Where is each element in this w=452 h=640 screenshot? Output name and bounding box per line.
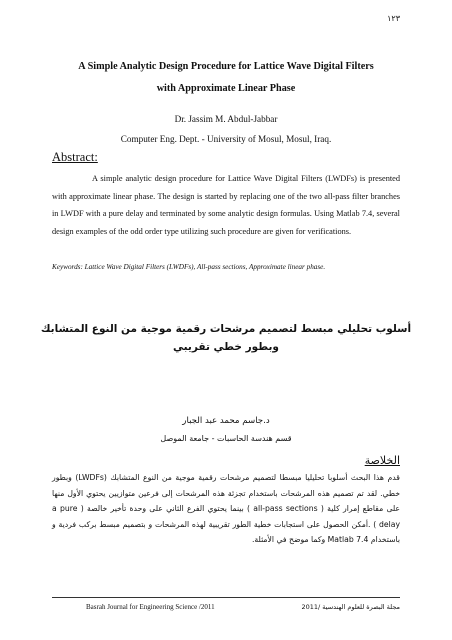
title-line-2: with Approximate Linear Phase	[156, 83, 296, 94]
author-name: Dr. Jassim M. Abdul-Jabbar	[174, 114, 278, 124]
arabic-title-line-1: أسلوب تحليلي مبسط لتصميم مرشحات رقمية موجية من النوع المتشابك	[40, 323, 412, 335]
page-number: ١٢٣	[387, 14, 400, 23]
title-line-1: A Simple Analytic Design Procedure for Lattice Wave Digital Filters	[78, 61, 374, 72]
arabic-affiliation: قسم هندسة الحاسبات - جامعة الموصل	[160, 434, 292, 443]
author-affiliation: Computer Eng. Dept. - University of Mosul, Mosul, Iraq.	[120, 134, 332, 144]
arabic-author-name: د.جاسم محمد عبد الجبار	[182, 416, 270, 426]
abstract-heading: Abstract:	[52, 150, 98, 164]
keywords: Keywords: Lattice Wave Digital Filters (LWDFs), All-pass sections, Approximate linear phase.	[52, 263, 326, 271]
footer-journal-english: Basrah Journal for Engineering Science /2011	[86, 603, 215, 611]
arabic-abstract-text: قدم هذا البحث أسلوبا تحليليا مبسطا لتصميم مرشحات رقمية موجية من النوع المتشابك (LWDFs) وبطور خطي. لقد تم تصميم هذه المرشحات باستخدام تجزئة هذه المرشحات إلى فرعين متوازيين يحتوي الأول منها على مقاطع إمرار كلية ( all-pass sections ) بينما يحتوي الفرع الثاني على وحدة تأخير خالصة ( a pure delay ) .أمكن الحصول على استجابات خطية الطور تقريبية لهذه المرشحات و بتصميم مبسط بركب فردية و باستخدام Matlab 7.4 وكما موضح في الأمثلة.	[52, 473, 400, 544]
footer-journal-arabic: مجلة البصرة للعلوم الهندسية /2011	[301, 603, 400, 611]
arabic-title	[40, 320, 412, 356]
abstract-text: A simple analytic design procedure for Lattice Wave Digital Filters (LWDFs) is presented with approximate linear phase. The design is started by replacing one of the two all-pass filter branches in LWDF with a pure delay and terminated by some analytic design formulas. Using Matlab 7.4, several design examples of the odd order type utilizing such procedure are given for verifications.	[52, 174, 400, 236]
arabic-abstract-heading: الخلاصة	[364, 454, 400, 467]
paper-title	[40, 56, 412, 100]
footer-divider	[52, 597, 400, 598]
arabic-title-line-2: وبطور خطي تقريبي	[173, 341, 279, 353]
